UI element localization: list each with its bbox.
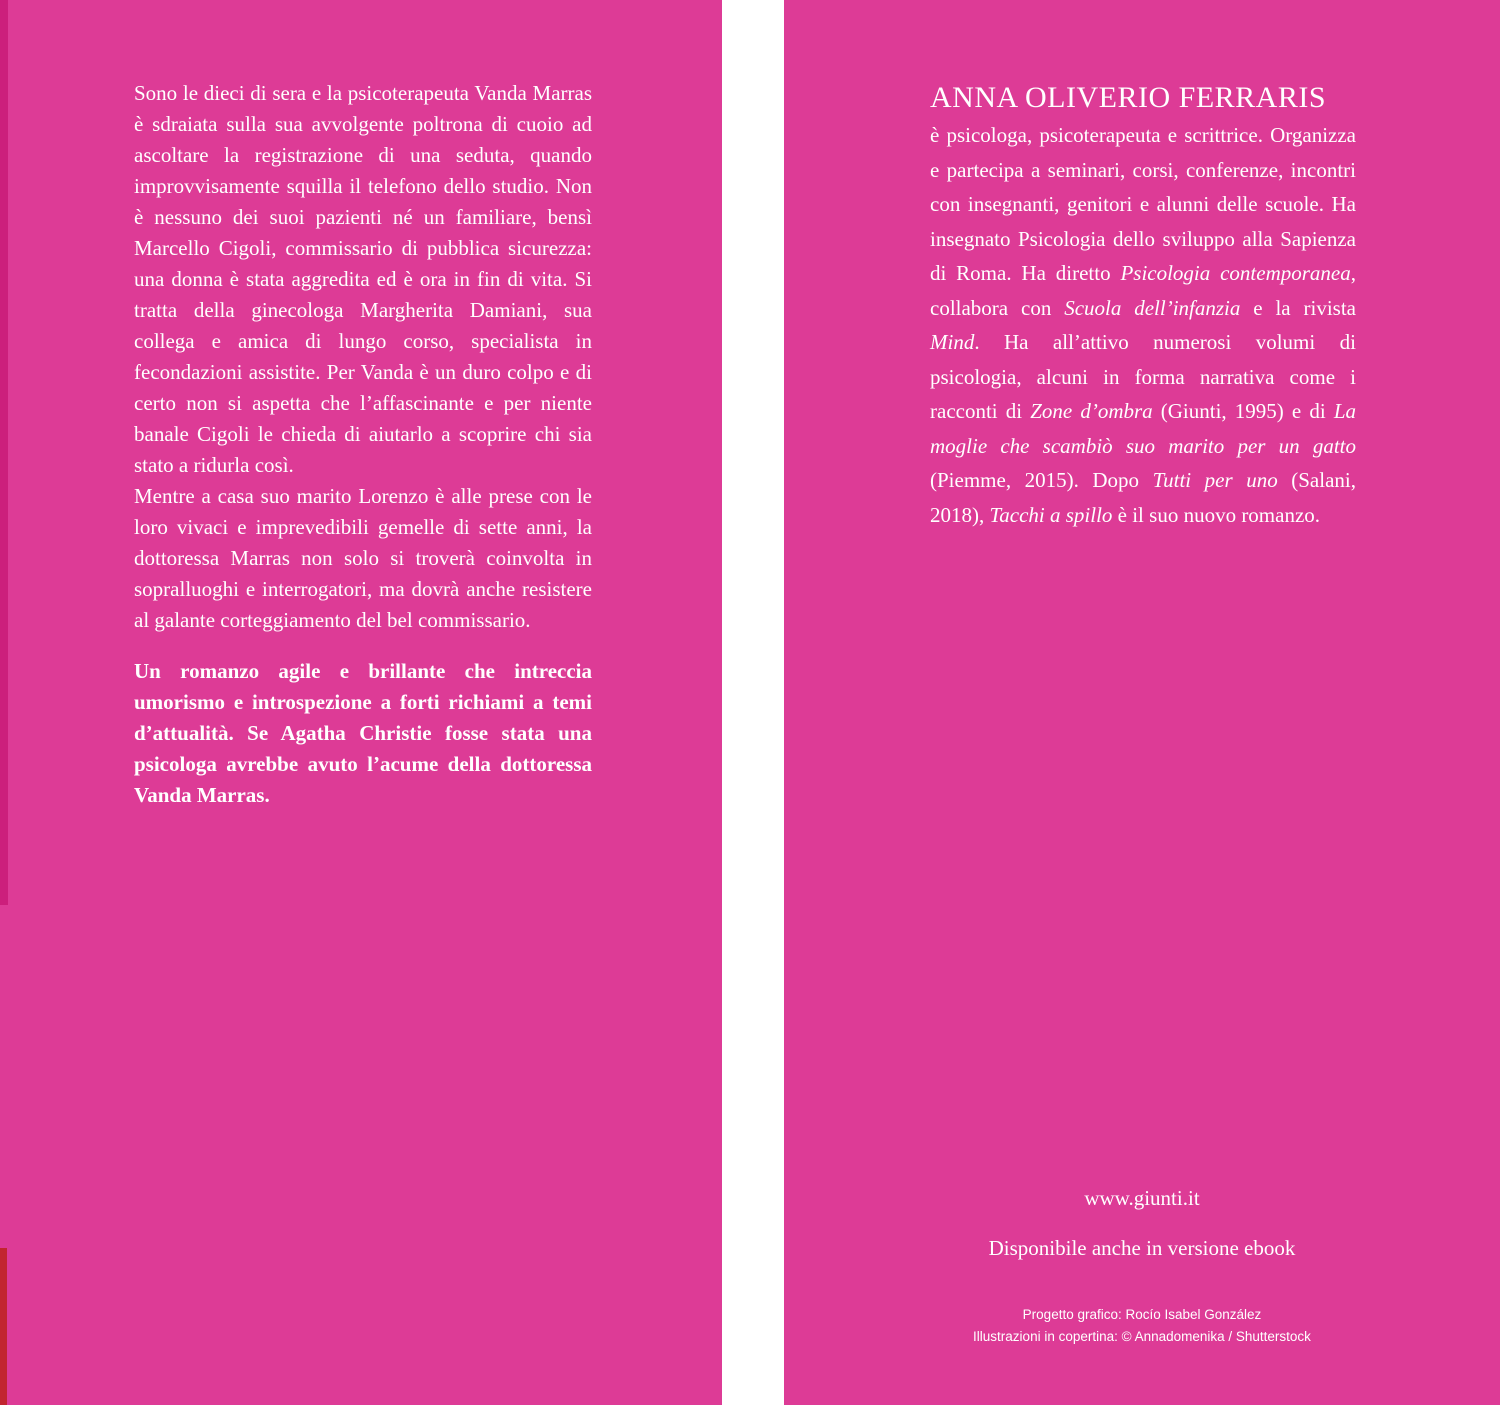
right-flap [784, 0, 1500, 1405]
publisher-website: www.giunti.it [1084, 1186, 1200, 1210]
bio-title-segment: Tacchi a spillo [989, 502, 1113, 527]
bio-text-segment: è il suo nuovo romanzo. [1112, 502, 1321, 527]
synopsis-block [134, 78, 592, 811]
left-flap [0, 0, 722, 1405]
bio-text-segment: e la rivista [1240, 295, 1356, 320]
bio-title-segment: Scuola dell’infanzia [1064, 295, 1241, 320]
bio-text-segment: (Salani, 2018), [930, 468, 1356, 527]
bio-text-segment: (Piemme, 2015). Dopo [930, 468, 1153, 492]
author-block [930, 78, 1356, 532]
bio-text-segment: , collabora con [930, 261, 1356, 320]
credits-block [784, 1304, 1500, 1348]
tagline-paragraph: Un romanzo agile e brillante che intreccia umorismo e introspezione a forti richiami a temi d’attualità. Se Agatha Christie fosse stata una psicologa avrebbe avuto l’acume della dottoressa Vanda Marras. [134, 659, 592, 807]
credit-illustrations: Illustrazioni in copertina: © Annadomenika / Shutterstock [973, 1329, 1311, 1344]
bio-text-segment: (Giunti, 1995) e di [1152, 399, 1334, 423]
bio-title-segment: Tutti per uno [1152, 468, 1278, 492]
bio-title-segment: Zone d’ombra [1030, 399, 1153, 423]
left-edge-strip [0, 0, 8, 905]
bio-title-segment: La moglie che scambiò suo marito per un gatto [930, 399, 1356, 458]
credit-design: Progetto grafico: Rocío Isabel González [1022, 1307, 1262, 1322]
left-edge-strip-lower [0, 1248, 7, 1405]
author-bio [930, 118, 1356, 532]
bio-text-segment: . Ha all’attivo numerosi volumi di psicologia, alcuni in forma narrativa come i racconti di [930, 330, 1356, 423]
bio-title-segment: Psicologia contemporanea [1120, 261, 1351, 285]
bio-title-segment: Mind [930, 330, 975, 354]
ebook-availability-note: Disponibile anche in versione ebook [988, 1236, 1296, 1260]
synopsis-paragraph-2: Mentre a casa suo marito Lorenzo è alle prese con le loro vivaci e imprevedibili gemelle di sette anni, la dottoressa Marras non solo si troverà coinvolta in sopralluoghi e interrogatori, ma dovrà anche resistere al galante corteggiamento del bel commissario. [134, 484, 592, 632]
bio-text-segment: è psicologa, psicoterapeuta e scrittrice. Organizza e partecipa a seminari, corsi, conferenze, incontri con insegnanti, genitori e alunni delle scuole. Ha insegnato Psicologia dello sviluppo alla Sapienza di Roma. Ha diretto [930, 123, 1356, 285]
author-name: ANNA OLIVERIO FERRARIS [930, 81, 1327, 114]
synopsis-paragraph-1: Sono le dieci di sera e la psicoterapeuta Vanda Marras è sdraiata sulla sua avvolgente poltrona di cuoio ad ascoltare la registrazione di una seduta, quando improvvisamente squilla il telefono dello studio. Non è nessuno dei suoi pazienti né un familiare, bensì Marcello Cigoli, commissario di pubblica sicurezza: una donna è stata aggredita ed è ora in fin di vita. Si tratta della ginecologa Margherita Damiani, sua collega e amica di lungo corso, specialista in fecondazioni assistite. Per Vanda è un duro colpo e di certo non si aspetta che l’affascinante e per niente banale Cigoli le chieda di aiutarlo a scoprire chi sia stato a ridurla così. [134, 81, 592, 477]
page-gap [722, 0, 784, 1405]
